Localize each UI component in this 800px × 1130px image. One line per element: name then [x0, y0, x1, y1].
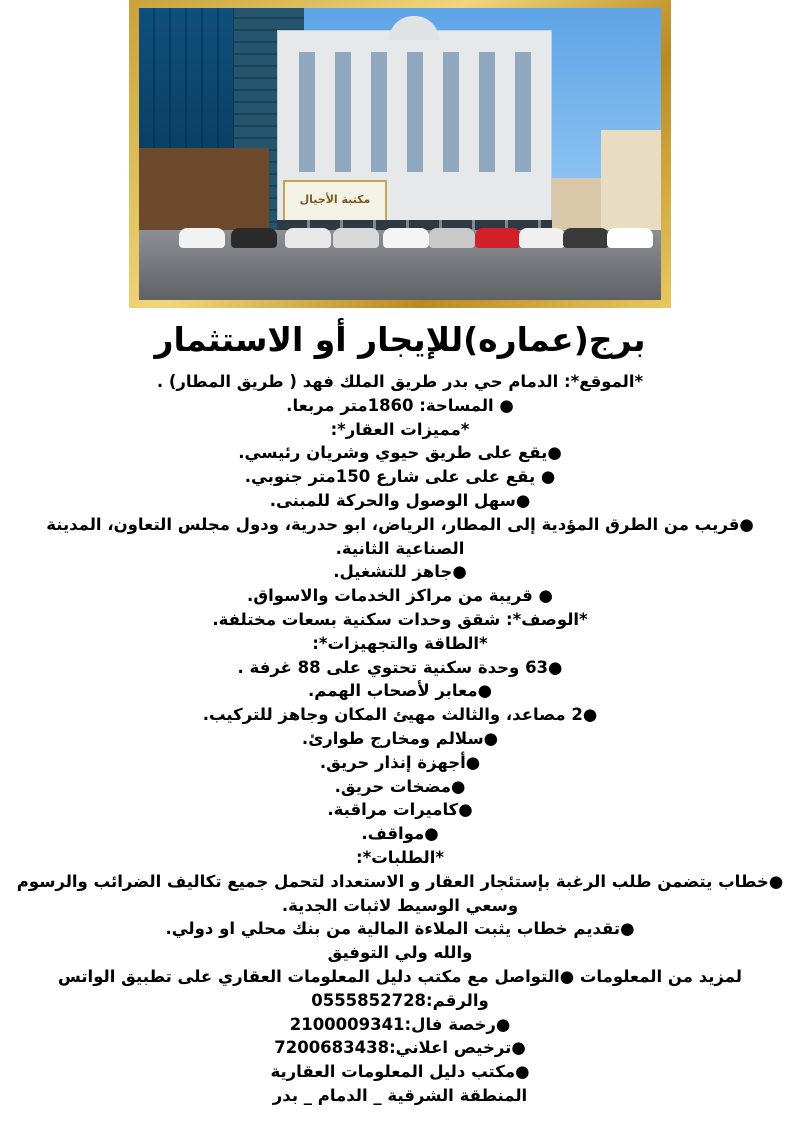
- car: [333, 228, 379, 248]
- equipment-item: ●مضخات حريق.: [334, 776, 466, 796]
- right-building: [601, 130, 661, 230]
- car: [519, 228, 565, 248]
- office-address-line: المنطقة الشرقية _ الدمام _ بدر: [272, 1085, 528, 1105]
- equipment-item: ●سلالم ومخارج طوارئ.: [301, 728, 499, 748]
- feature-item: ● يقع على على شارع 150متر جنوبي.: [244, 467, 556, 487]
- car: [285, 228, 331, 248]
- page-title: برج(عماره)للإيجار أو الاستثمار: [154, 320, 646, 359]
- area-line: ● المساحة: 1860متر مربعا.: [286, 395, 514, 415]
- equipment-item: ●63 وحدة سكنية تحتوي على 88 غرفة .: [237, 657, 563, 677]
- car: [475, 228, 521, 248]
- building-photo: [139, 8, 661, 300]
- car: [429, 228, 475, 248]
- features-heading: *مميزات العقار*:: [330, 419, 470, 439]
- equipment-item: ●معابر لأصحاب الهمم.: [308, 681, 492, 701]
- car: [231, 228, 277, 248]
- requirement-item: ●تقديم خطاب يثبت الملاءة المالية من بنك محلي او دولي.: [165, 919, 635, 939]
- location-line: *الموقع*: الدمام حي بدر طريق الملك فهد ( طريق المطار) .: [156, 372, 644, 391]
- shop-sign: [283, 180, 387, 224]
- listing-details: [16, 370, 784, 1108]
- main-building: [277, 30, 552, 235]
- description-line: *الوصف*: شقق وحدات سكنية بسعات مختلفة.: [212, 609, 588, 629]
- feature-item: ●جاهز للتشغيل.: [333, 562, 467, 582]
- equipment-item: ●مواقف.: [361, 824, 439, 844]
- building-photo-frame: [129, 0, 671, 308]
- equipment-heading: *الطاقة والتجهيزات*:: [312, 633, 488, 653]
- feature-item: ●يقع على طريق حيوي وشريان رئيسي.: [238, 443, 562, 463]
- car: [179, 228, 225, 248]
- feature-item: ●سهل الوصول والحركة للمبنى.: [269, 490, 531, 510]
- shop-sign-text: مكتبة الأجيال: [299, 193, 371, 206]
- car: [607, 228, 653, 248]
- equipment-item: ●2 مصاعد، والثالث مهيئ المكان وجاهز للتركيب.: [202, 705, 598, 725]
- requirements-heading: *الطلبات*:: [355, 847, 445, 867]
- feature-item: ● قريبة من مراكز الخدمات والاسواق.: [247, 586, 553, 606]
- ad-license-line: ●ترخيص اعلاني:7200683438: [274, 1038, 526, 1058]
- requirement-item: ●خطاب يتضمن طلب الرغبة بإستئجار العقار و الاستعداد لتحمل جميع تكاليف الضرائب والرسوم وسعي الوسيط لاثبات الجدية.: [16, 871, 784, 915]
- equipment-item: ●أجهزة إنذار حريق.: [319, 752, 481, 772]
- office-name-line: ●مكتب دليل المعلومات العقارية: [270, 1062, 530, 1082]
- contact-line: لمزيد من المعلومات ●التواصل مع مكتب دليل المعلومات العقاري على تطبيق الواتس: [58, 966, 742, 986]
- equipment-item: ●كاميرات مراقبة.: [327, 800, 473, 820]
- feature-item: ●قريب من الطرق المؤدية إلى المطار، الرياض، ابو حدرية، ودول مجلس التعاون، المدينة الصناعية الثانية.: [46, 514, 754, 558]
- car: [383, 228, 429, 248]
- building-dome: [389, 16, 439, 40]
- building-windows: [289, 52, 540, 172]
- license-line: ●رخصة فال:2100009341: [289, 1014, 511, 1034]
- neighbor-building: [139, 148, 269, 233]
- car: [563, 228, 609, 248]
- phone-line: والرقم:0555852728: [311, 990, 489, 1010]
- closing-line: والله ولي التوفيق: [327, 943, 473, 963]
